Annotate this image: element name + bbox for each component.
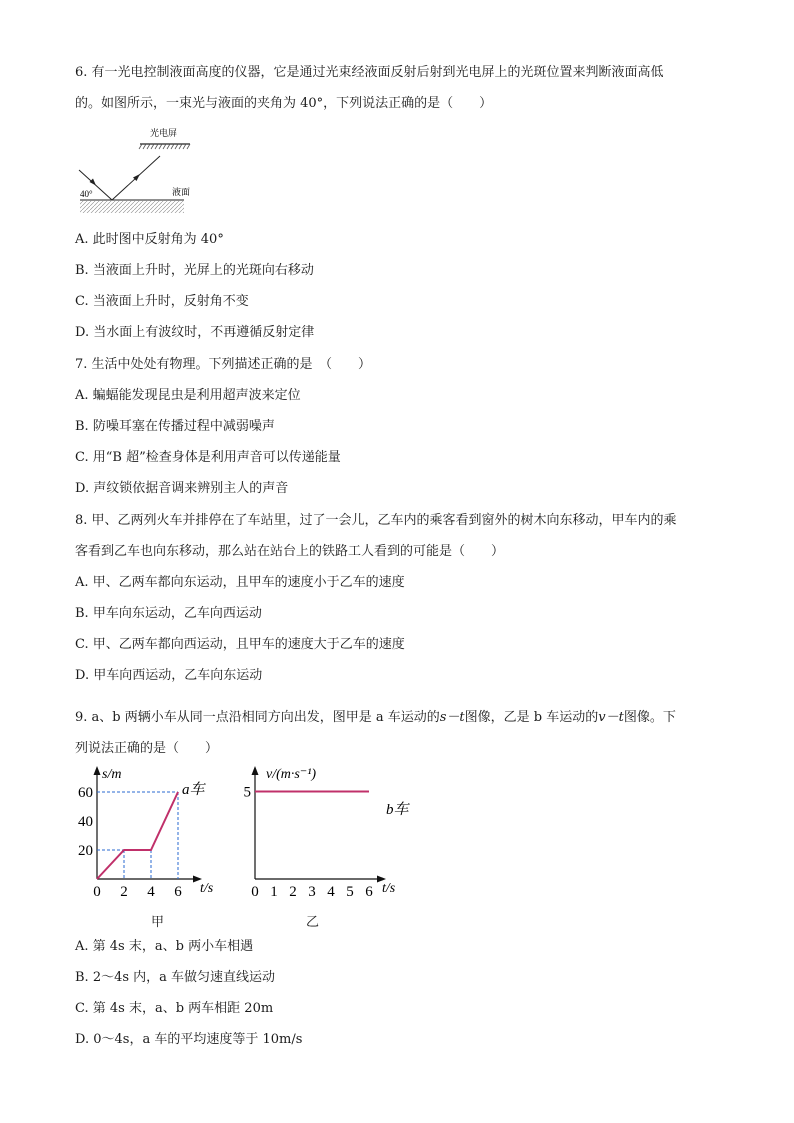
chart-yi-x-tick-3: 3 [308,884,316,900]
chart-jia-y-tick-20: 20 [78,843,93,859]
q8-option-c: C. 甲、乙两车都向西运动，且甲车的速度大于乙车的速度 [75,637,405,652]
chart-jia-ylabel: s/m [102,767,122,782]
chart-jia-y-tick-40: 40 [78,814,93,830]
chart-jia-series-label: a车 [182,782,205,798]
chart-jia-y-axis-arrow [94,766,101,775]
q7-stem: 7. 生活中处处有物理。下列描述正确的是 （ ） [75,357,372,372]
chart-yi-x-tick-2: 2 [289,884,297,900]
chart-jia-series-line-0 [97,792,178,879]
chart-jia-st [70,764,230,904]
screen-label: 光电屏 [150,128,178,138]
q9-stem-line2: 列说法正确的是（ ） [75,741,219,756]
liquid-hatch [80,201,184,213]
chart-yi-series-label: b车 [386,802,409,818]
q6-option-d: D. 当水面上有波纹时，不再遵循反射定律 [75,325,315,340]
q7-option-d: D. 声纹锁依据音调来辨别主人的声音 [75,481,289,496]
q9-st-symbol: s－t [439,710,465,725]
q9-stem-part1: 9. a、b 两辆小车从同一点沿相同方向出发，图甲是 a 车运动的 [75,710,440,725]
chart-jia-x-tick-0: 0 [93,884,101,900]
q8-option-b: B. 甲车向东运动，乙车向西运动 [75,606,262,621]
chart-yi-y-axis-arrow [252,766,259,775]
chart-yi-caption: 乙 [306,915,320,930]
q8-option-d: D. 甲车向西运动，乙车向东运动 [75,668,263,683]
q6-option-c: C. 当液面上升时，反射角不变 [75,294,249,309]
q9-stem-part3: 图像。下 [623,710,676,725]
chart-jia-xlabel: t/s [200,881,214,896]
chart-jia-x-tick-6: 6 [174,884,182,900]
chart-yi-x-tick-6: 6 [365,884,373,900]
q7-option-c: C. 用“B 超”检查身体是利用声音可以传递能量 [75,450,341,465]
q9-option-c: C. 第 4s 末，a、b 两车相距 20m [75,1001,274,1016]
incident-arrow [90,179,97,186]
chart-yi-y-tick-5: 5 [243,784,251,801]
reflection-figure [74,122,204,218]
q6-stem-line1: 6. 有一光电控制液面高度的仪器，它是通过光束经液面反射后射到光电屏上的光斑位置来判断液面高低 [75,65,664,80]
chart-yi-x-tick-1: 1 [270,884,278,900]
q6-stem-line2: 的。如图所示，一束光与液面的夹角为 40°，下列说法正确的是（ ） [75,96,493,111]
chart-yi-ylabel: v/(m·s⁻¹) [266,767,317,782]
chart-jia-y-tick-60: 60 [78,785,93,801]
screen-hatch [139,144,190,149]
chart-yi-vt [236,764,426,904]
chart-yi-xlabel: t/s [382,881,396,896]
q9-stem-line1 [75,709,676,727]
q8-stem-line2: 客看到乙车也向东移动，那么站在站台上的铁路工人看到的可能是（ ） [75,544,505,559]
angle-label: 40° [80,189,93,199]
q7-option-a: A. 蝙蝠能发现昆虫是利用超声波来定位 [75,388,301,403]
q8-option-a: A. 甲、乙两车都向东运动，且甲车的速度小于乙车的速度 [75,575,405,590]
chart-yi-x-tick-5: 5 [346,884,354,900]
surface-label: 液面 [172,187,191,197]
q9-stem-part2: 图像，乙是 b 车运动的 [464,710,599,725]
q9-option-a: A. 第 4s 末，a、b 两小车相遇 [75,939,254,954]
q6-option-b: B. 当液面上升时，光屏上的光斑向右移动 [75,263,314,278]
q7-option-b: B. 防噪耳塞在传播过程中减弱噪声 [75,419,275,434]
q6-option-a: A. 此时图中反射角为 40° [75,232,224,247]
q9-option-d: D. 0～4s，a 车的平均速度等于 10m/s [75,1032,303,1047]
chart-jia-x-tick-4: 4 [147,884,155,900]
q9-option-b: B. 2～4s 内，a 车做匀速直线运动 [75,970,276,985]
chart-yi-x-tick-0: 0 [251,884,259,900]
chart-yi-x-tick-4: 4 [327,884,335,900]
q9-vt-symbol: v－t [598,710,624,725]
q8-stem-line1: 8. 甲、乙两列火车并排停在了车站里，过了一会儿，乙车内的乘客看到窗外的树木向东移动，甲车内的乘 [75,513,677,528]
chart-jia-caption: 甲 [151,915,165,930]
chart-jia-x-tick-2: 2 [120,884,128,900]
